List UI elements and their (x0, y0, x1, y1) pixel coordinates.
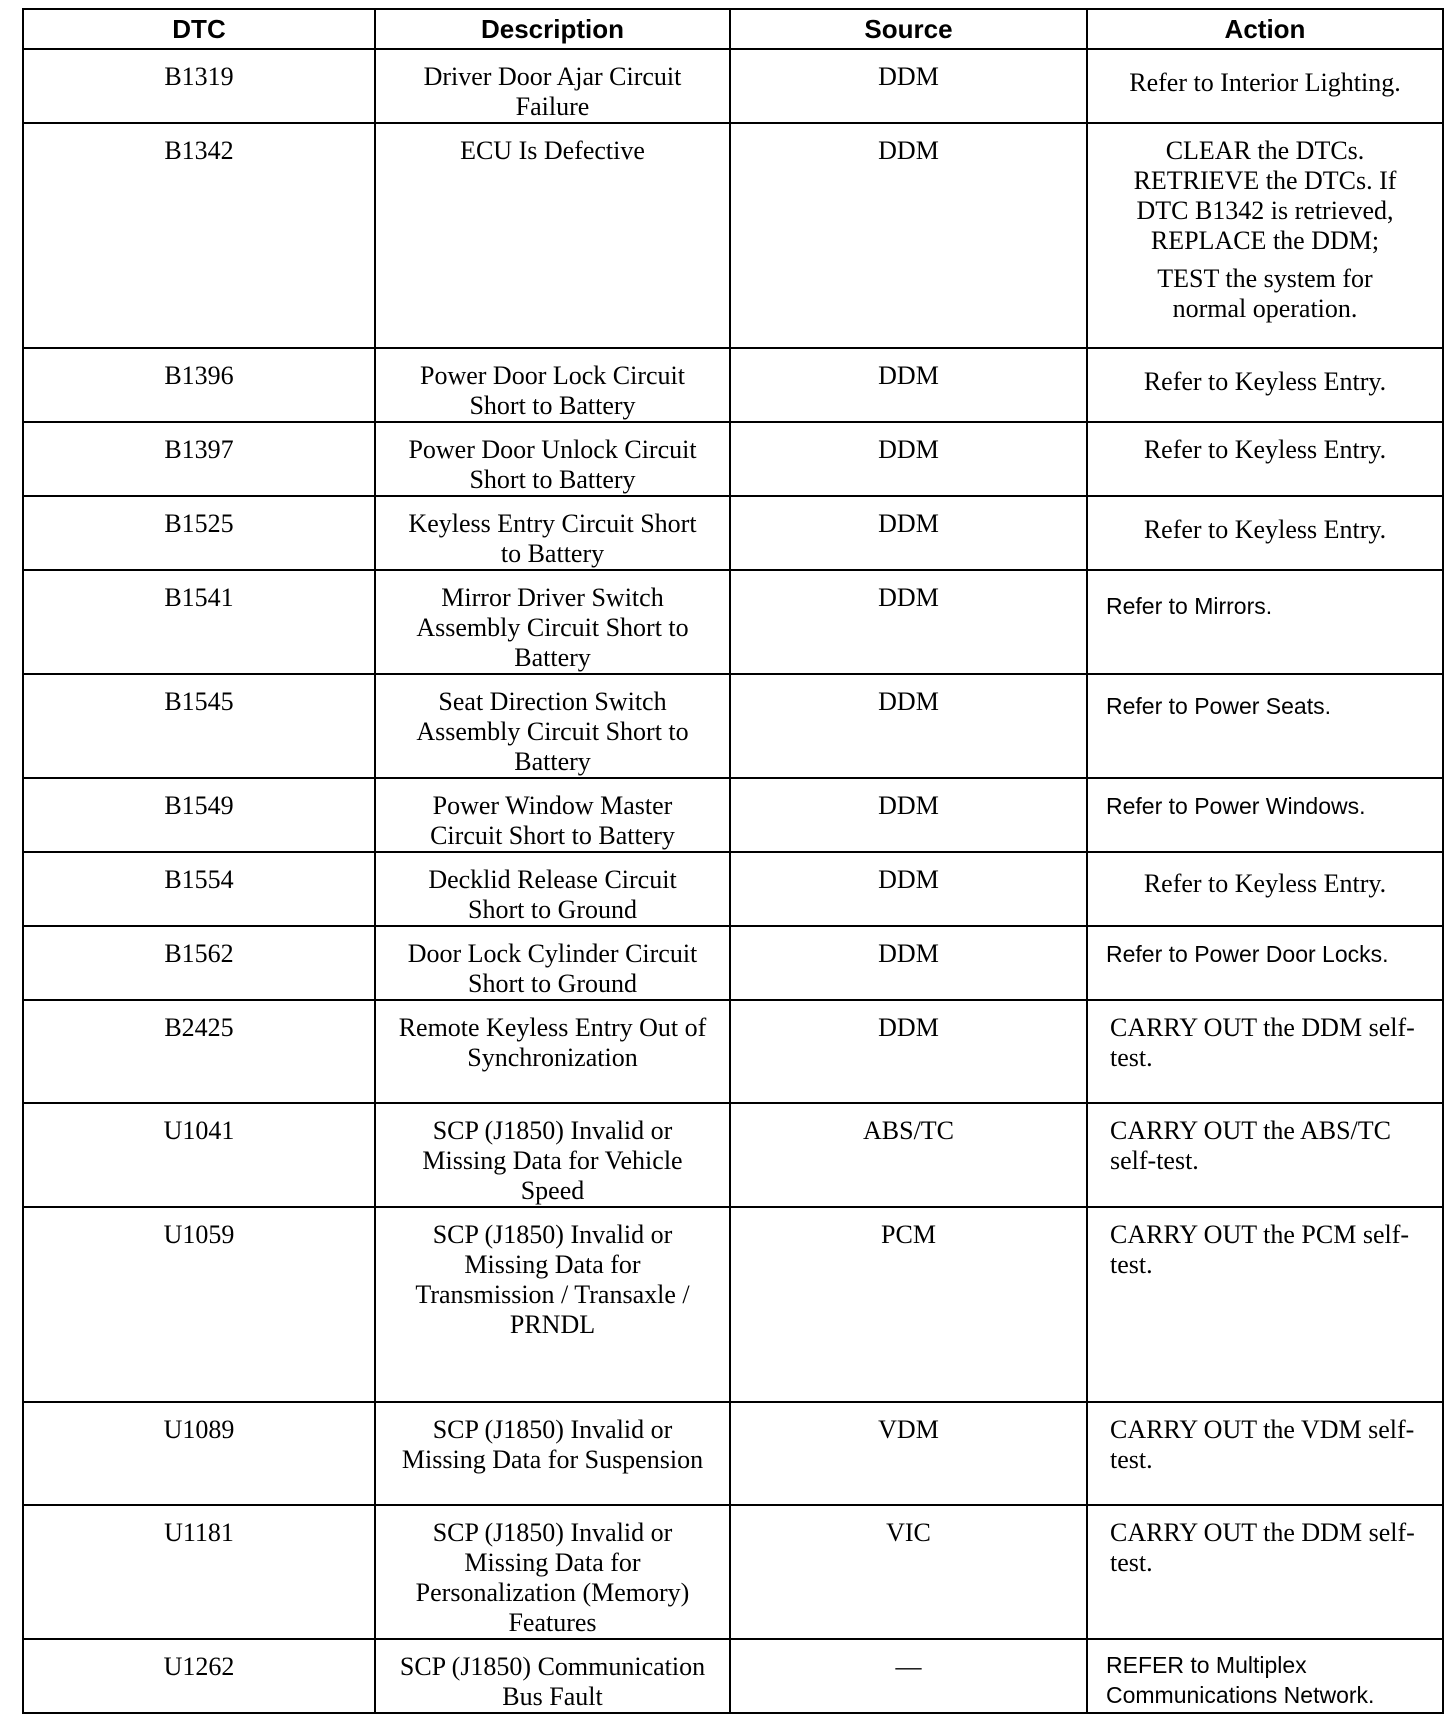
header-description: Description (375, 9, 730, 49)
action-text-2: TEST the system for normal operation. (1157, 264, 1373, 323)
description-cell: Keyless Entry Circuit Short to Battery (375, 496, 730, 570)
source-cell: DDM (730, 778, 1087, 852)
description-cell: Mirror Driver Switch Assembly Circuit Short to Battery (375, 570, 730, 674)
description-cell: SCP (J1850) Communication Bus Fault (375, 1639, 730, 1713)
source-cell: DDM (730, 348, 1087, 422)
source-cell: DDM (730, 123, 1087, 348)
table-row (23, 1103, 1443, 1207)
dtc-cell: B1545 (23, 674, 375, 778)
description-cell: SCP (J1850) Invalid or Missing Data for Transmission / Transaxle / PRNDL (375, 1207, 730, 1402)
table-row (23, 496, 1443, 570)
action-text: CLEAR the DTCs. RETRIEVE the DTCs. If DTC B1342 is retrieved, REPLACE the DDM; (1133, 136, 1397, 255)
dtc-cell: U1059 (23, 1207, 375, 1402)
table-row (23, 1639, 1443, 1713)
source-cell: DDM (730, 1000, 1087, 1103)
description-cell: Power Door Lock Circuit Short to Battery (375, 348, 730, 422)
source-cell: PCM (730, 1207, 1087, 1402)
table-row (23, 852, 1443, 926)
action-cell: CARRY OUT the ABS/TC self-test. (1087, 1103, 1443, 1207)
action-cell: Refer to Power Seats. (1087, 674, 1443, 778)
source-cell: VDM (730, 1402, 1087, 1505)
source-cell: ABS/TC (730, 1103, 1087, 1207)
header-source: Source (730, 9, 1087, 49)
action-cell: CARRY OUT the DDM self-test. (1087, 1505, 1443, 1639)
table-row (23, 1207, 1443, 1402)
source-cell: — (730, 1639, 1087, 1713)
source-cell: DDM (730, 674, 1087, 778)
dtc-cell: U1089 (23, 1402, 375, 1505)
table-row (23, 1505, 1443, 1639)
dtc-cell: B1525 (23, 496, 375, 570)
description-cell: SCP (J1850) Invalid or Missing Data for Vehicle Speed (375, 1103, 730, 1207)
table-row (23, 570, 1443, 674)
action-cell: Refer to Power Door Locks. (1087, 926, 1443, 1000)
dtc-cell: B1549 (23, 778, 375, 852)
table-row (23, 778, 1443, 852)
action-cell: Refer to Keyless Entry. (1087, 422, 1443, 496)
dtc-cell: U1181 (23, 1505, 375, 1639)
description-cell: Door Lock Cylinder Circuit Short to Ground (375, 926, 730, 1000)
header-action: Action (1087, 9, 1443, 49)
action-cell: REFER to Multiplex Communications Network. (1087, 1639, 1443, 1713)
dtc-cell: B2425 (23, 1000, 375, 1103)
table-row (23, 422, 1443, 496)
action-cell: CARRY OUT the DDM self-test. (1087, 1000, 1443, 1103)
description-cell: Power Window Master Circuit Short to Battery (375, 778, 730, 852)
dtc-cell: B1562 (23, 926, 375, 1000)
dtc-table (22, 8, 1444, 1714)
table-row (23, 926, 1443, 1000)
dtc-cell: U1041 (23, 1103, 375, 1207)
description-cell: Seat Direction Switch Assembly Circuit Short to Battery (375, 674, 730, 778)
description-cell: Decklid Release Circuit Short to Ground (375, 852, 730, 926)
source-cell: DDM (730, 496, 1087, 570)
dtc-cell: B1342 (23, 123, 375, 348)
source-cell: DDM (730, 570, 1087, 674)
action-cell: Refer to Keyless Entry. (1087, 852, 1443, 926)
description-cell: Remote Keyless Entry Out of Synchronization (375, 1000, 730, 1103)
source-cell: DDM (730, 926, 1087, 1000)
description-cell: Driver Door Ajar Circuit Failure (375, 49, 730, 123)
action-cell: Refer to Interior Lighting. (1087, 49, 1443, 123)
spacer (1118, 256, 1412, 264)
table-row (23, 348, 1443, 422)
table-row (23, 123, 1443, 348)
header-dtc: DTC (23, 9, 375, 49)
action-cell: Refer to Keyless Entry. (1087, 348, 1443, 422)
source-cell: DDM (730, 422, 1087, 496)
table-row (23, 674, 1443, 778)
dtc-cell: B1319 (23, 49, 375, 123)
dtc-cell: B1554 (23, 852, 375, 926)
source-cell: DDM (730, 49, 1087, 123)
dtc-cell: B1396 (23, 348, 375, 422)
action-cell: Refer to Keyless Entry. (1087, 496, 1443, 570)
table-row (23, 1402, 1443, 1505)
description-cell: SCP (J1850) Invalid or Missing Data for Suspension (375, 1402, 730, 1505)
dtc-cell: B1541 (23, 570, 375, 674)
header-row (23, 9, 1443, 49)
dtc-cell: B1397 (23, 422, 375, 496)
action-cell: CARRY OUT the PCM self-test. (1087, 1207, 1443, 1402)
description-cell: ECU Is Defective (375, 123, 730, 348)
action-cell: CARRY OUT the VDM self-test. (1087, 1402, 1443, 1505)
action-cell (1087, 123, 1443, 348)
source-cell: VIC (730, 1505, 1087, 1639)
source-cell: DDM (730, 852, 1087, 926)
description-cell: SCP (J1850) Invalid or Missing Data for Personalization (Memory) Features (375, 1505, 730, 1639)
table-row (23, 1000, 1443, 1103)
action-cell: Refer to Power Windows. (1087, 778, 1443, 852)
description-cell: Power Door Unlock Circuit Short to Battery (375, 422, 730, 496)
dtc-cell: U1262 (23, 1639, 375, 1713)
table-row (23, 49, 1443, 123)
action-cell: Refer to Mirrors. (1087, 570, 1443, 674)
